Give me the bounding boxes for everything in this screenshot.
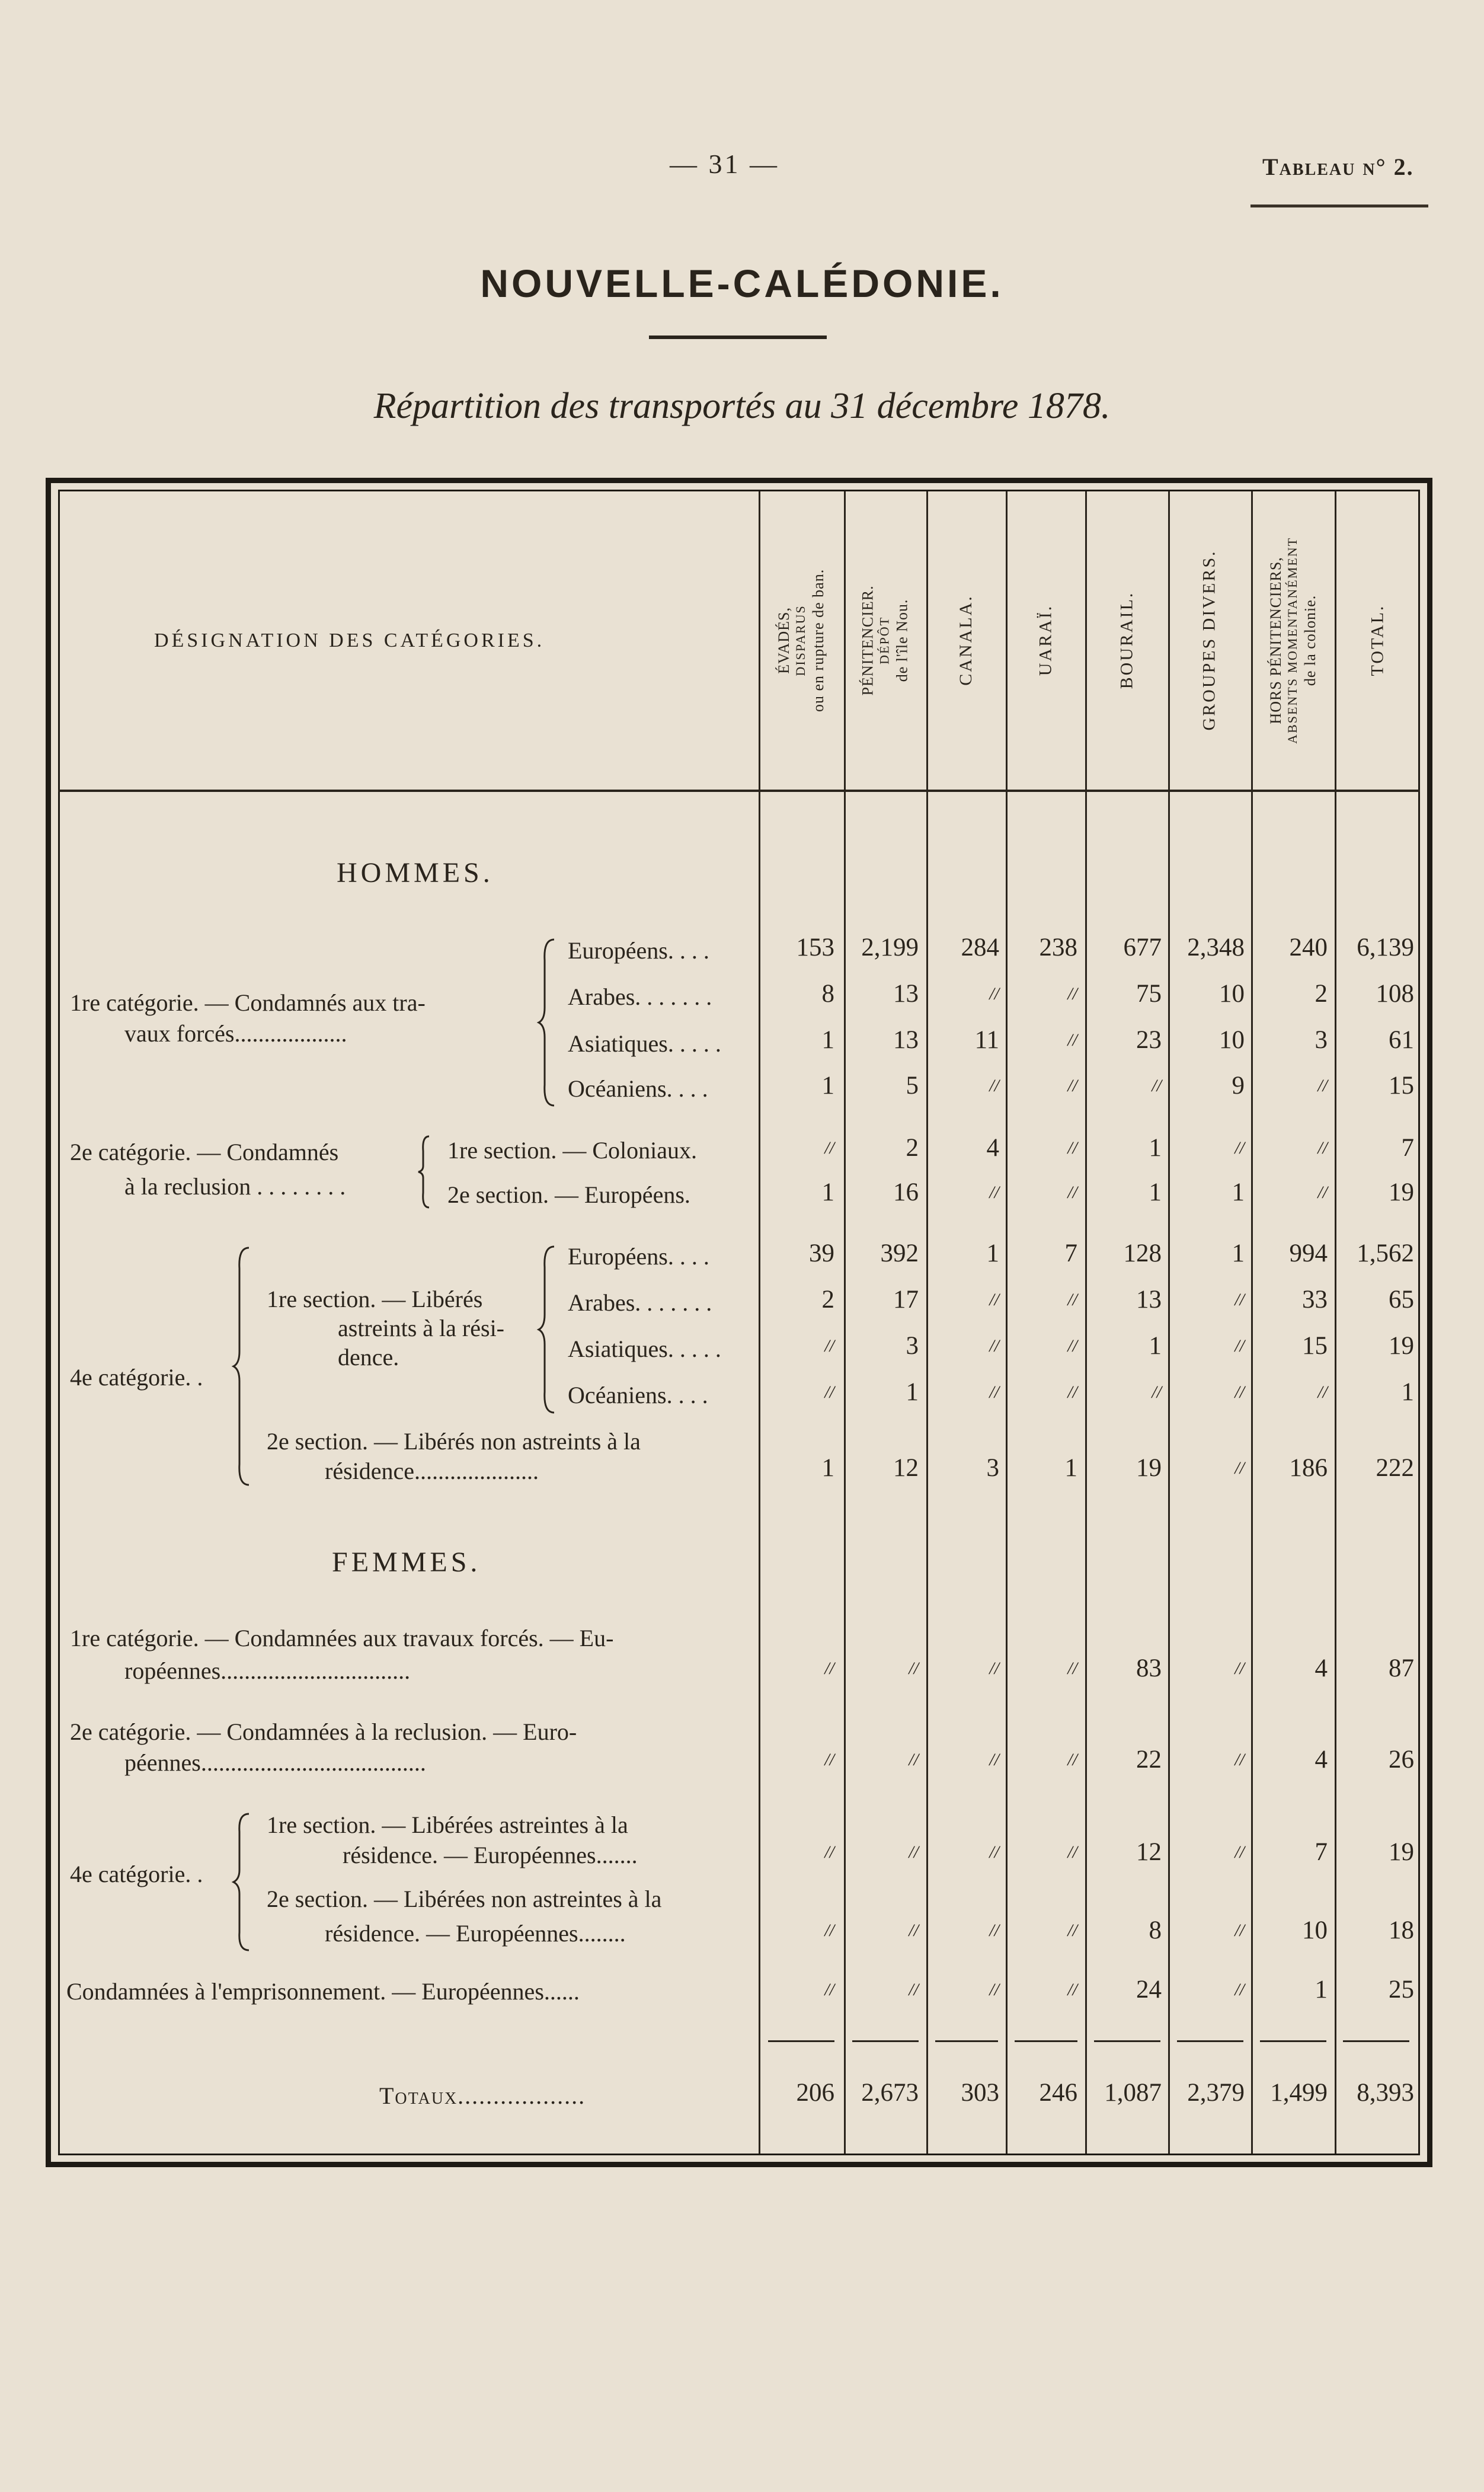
cell-f4_sec1-c6: // [1234, 1842, 1245, 1862]
sum-rule [1260, 2040, 1326, 2042]
cell-h2_col-c4: // [1067, 1138, 1077, 1158]
cell-h4_oce-c5: // [1152, 1382, 1162, 1402]
cell-h1_asi-c3: 11 [974, 1026, 999, 1054]
cell-h1_eur-c5: 677 [1123, 934, 1162, 961]
col-separator [1006, 491, 1008, 2154]
cell-f_emp-c4: // [1067, 1980, 1077, 1999]
h4-sec1-line1: 1re section. — Libérés [267, 1286, 483, 1312]
cell-f1-c8: 87 [1389, 1654, 1414, 1682]
cell-f1-c1: // [824, 1659, 834, 1678]
cell-h4_eur-c5: 128 [1123, 1239, 1162, 1267]
cell-f1-c6: // [1234, 1659, 1245, 1678]
cell-h1_eur-c8: 6,139 [1357, 934, 1414, 961]
cell-h1_ara-c3: // [989, 984, 999, 1004]
cell-f2-c7: 4 [1315, 1746, 1328, 1774]
h4-asi-label: Asiatiques. . . . . [568, 1336, 721, 1362]
cell-f2-c8: 26 [1389, 1746, 1414, 1774]
cell-h4_ara-c8: 65 [1389, 1286, 1414, 1314]
header-evades-line1: ÉVADÉS, [775, 606, 793, 674]
h1-oce-label: Océaniens. . . . [568, 1075, 708, 1102]
cell-h2_col-c1: // [824, 1138, 834, 1158]
cell-h4_eur-c1: 39 [809, 1239, 834, 1267]
sum-rule [1177, 2040, 1243, 2042]
page-subtitle: Répartition des transportés au 31 décembre 1878. [373, 386, 1111, 426]
cell-totaux-c4: 246 [1039, 2079, 1077, 2107]
header-evades [766, 492, 837, 788]
cell-h4_asi-c6: // [1234, 1336, 1245, 1356]
col-separator [844, 491, 846, 2154]
cell-f2-c2: // [909, 1750, 919, 1769]
cell-h4_ara-c4: // [1067, 1290, 1077, 1309]
cell-h1_oce-c8: 15 [1389, 1072, 1414, 1100]
header-canala-text: CANALA. [956, 595, 976, 686]
cell-totaux-c5: 1,087 [1104, 2079, 1162, 2107]
cell-f_emp-c7: 1 [1315, 1976, 1328, 2004]
cell-h4_oce-c3: // [989, 1382, 999, 1402]
h4-brace-inner [536, 1244, 560, 1416]
cell-h4_ara-c3: // [989, 1290, 999, 1309]
cell-h4_eur-c8: 1,562 [1357, 1239, 1414, 1267]
f-emprisonnement-label: Condamnées à l'emprisonnement. — Européennes...... [66, 1978, 580, 2005]
header-penitencier [849, 492, 920, 788]
section-hommes: HOMMES. [337, 857, 494, 889]
cell-f1-c2: // [909, 1659, 919, 1678]
h2-sec2-label: 2e section. — Européens. [447, 1181, 690, 1208]
cell-h1_oce-c4: // [1067, 1076, 1077, 1095]
header-evades-line2: DISPARUS [793, 604, 808, 676]
h1-brace [536, 937, 560, 1108]
cell-h1_ara-c4: // [1067, 984, 1077, 1004]
header-groupes [1174, 492, 1245, 788]
totaux-label: Totaux.................. [379, 2082, 586, 2109]
h4-sec2-line1: 2e section. — Libérés non astreints à la [267, 1428, 641, 1455]
cell-h4_sec2-c1: 1 [821, 1454, 834, 1482]
cell-h1_oce-c3: // [989, 1076, 999, 1095]
f4-sec1-line2: résidence. — Européennes....... [343, 1842, 638, 1868]
cell-h2_eur-c6: 1 [1232, 1178, 1245, 1206]
cell-h4_ara-c6: // [1234, 1290, 1245, 1309]
cell-h1_ara-c6: 10 [1219, 980, 1245, 1008]
cell-h2_col-c2: 2 [906, 1134, 919, 1162]
h4-sec2-line2: résidence..................... [325, 1458, 539, 1484]
cell-f1-c5: 83 [1136, 1654, 1162, 1682]
h4-ara-label: Arabes. . . . . . . [568, 1289, 712, 1316]
h4-sec1-line3: dence. [338, 1344, 399, 1370]
cell-h2_eur-c5: 1 [1149, 1178, 1162, 1206]
cell-h4_sec2-c7: 186 [1289, 1454, 1328, 1482]
col-separator [1085, 491, 1087, 2154]
header-bourail-text: BOURAIL. [1117, 591, 1136, 689]
f4-sec1-line1: 1re section. — Libérées astreintes à la [267, 1812, 628, 1838]
cell-h4_asi-c5: 1 [1149, 1332, 1162, 1360]
h2-brace [416, 1133, 434, 1210]
cell-f_emp-c2: // [909, 1980, 919, 1999]
col-separator [926, 491, 928, 2154]
cell-f2-c4: // [1067, 1750, 1077, 1769]
cell-h4_eur-c7: 994 [1289, 1239, 1328, 1267]
cell-h1_asi-c4: // [1067, 1030, 1077, 1050]
section-femmes: FEMMES. [332, 1547, 481, 1578]
cell-h1_asi-c1: 1 [821, 1026, 834, 1054]
tableau-underline [1250, 205, 1428, 207]
h4-category-label: 4e catégorie. . [70, 1364, 203, 1391]
cell-f4_sec2-c7: 10 [1302, 1916, 1328, 1944]
cell-h1_eur-c7: 240 [1289, 934, 1328, 961]
h4-oce-label: Océaniens. . . . [568, 1382, 708, 1408]
header-penitencier-line3: de l'île Nou. [893, 599, 911, 682]
cell-h4_oce-c8: 1 [1401, 1378, 1414, 1406]
cell-h4_ara-c7: 33 [1302, 1286, 1328, 1314]
cell-h4_sec2-c8: 222 [1376, 1454, 1414, 1482]
cell-h2_col-c8: 7 [1401, 1134, 1414, 1162]
cell-totaux-c3: 303 [961, 2079, 999, 2107]
h1-category-line1: 1re catégorie. — Condamnés aux tra- [70, 989, 426, 1016]
cell-f1-c7: 4 [1315, 1654, 1328, 1682]
col-separator [759, 491, 760, 2154]
header-designation: DÉSIGNATION DES CATÉGORIES. [154, 630, 545, 651]
cell-h1_ara-c1: 8 [821, 980, 834, 1008]
cell-h1_ara-c2: 13 [893, 980, 919, 1008]
page-number: — 31 — [670, 149, 779, 179]
cell-h4_eur-c3: 1 [986, 1239, 999, 1267]
cell-f4_sec1-c1: // [824, 1842, 834, 1862]
header-hors [1257, 492, 1328, 788]
cell-f1-c4: // [1067, 1659, 1077, 1678]
cell-h4_asi-c4: // [1067, 1336, 1077, 1356]
cell-h1_oce-c7: // [1317, 1076, 1328, 1095]
cell-h4_ara-c1: 2 [821, 1286, 834, 1314]
cell-h2_eur-c3: // [989, 1183, 999, 1202]
cell-f4_sec1-c8: 19 [1389, 1838, 1414, 1866]
cell-h2_eur-c1: 1 [821, 1178, 834, 1206]
cell-h2_eur-c8: 19 [1389, 1178, 1414, 1206]
cell-totaux-c7: 1,499 [1270, 2079, 1328, 2107]
cell-h1_asi-c8: 61 [1389, 1026, 1414, 1054]
cell-h4_oce-c7: // [1317, 1382, 1328, 1402]
cell-f4_sec1-c3: // [989, 1842, 999, 1862]
cell-h1_eur-c3: 284 [961, 934, 999, 961]
cell-f4_sec2-c3: // [989, 1921, 999, 1940]
cell-h4_oce-c1: // [824, 1382, 834, 1402]
h2-category-line1: 2e catégorie. — Condamnés [70, 1139, 339, 1165]
header-uarai-text: UARAÏ. [1035, 604, 1055, 676]
sum-rule [768, 2040, 834, 2042]
h2-sec1-label: 1re section. — Coloniaux. [447, 1137, 698, 1164]
h1-category-line2: vaux forcés................... [124, 1020, 347, 1047]
sum-rule [1343, 2040, 1409, 2042]
cell-h1_eur-c1: 153 [796, 934, 834, 961]
cell-h4_oce-c6: // [1234, 1382, 1245, 1402]
h1-asi-label: Asiatiques. . . . . [568, 1030, 721, 1057]
title-rule [649, 336, 827, 339]
cell-h1_asi-c7: 3 [1315, 1026, 1328, 1054]
cell-totaux-c2: 2,673 [861, 2079, 919, 2107]
cell-f2-c3: // [989, 1750, 999, 1769]
header-canala [930, 492, 1002, 788]
cell-h2_eur-c7: // [1317, 1183, 1328, 1202]
cell-totaux-c1: 206 [796, 2079, 834, 2107]
cell-h1_asi-c6: 10 [1219, 1026, 1245, 1054]
cell-f2-c1: // [824, 1750, 834, 1769]
cell-h1_ara-c5: 75 [1136, 980, 1162, 1008]
cell-h4_sec2-c4: 1 [1064, 1454, 1077, 1482]
header-rule [58, 790, 1420, 792]
cell-f4_sec1-c5: 12 [1136, 1838, 1162, 1866]
cell-h1_oce-c1: 1 [821, 1072, 834, 1100]
cell-h2_col-c6: // [1234, 1138, 1245, 1158]
cell-h4_asi-c2: 3 [906, 1332, 919, 1360]
cell-f4_sec2-c5: 8 [1149, 1916, 1162, 1944]
f4-brace [231, 1811, 255, 1953]
cell-f4_sec2-c4: // [1067, 1921, 1077, 1940]
cell-h1_eur-c6: 2,348 [1187, 934, 1245, 961]
header-hors-line3: de la colonie. [1301, 595, 1319, 686]
header-total-text: TOTAL. [1367, 604, 1387, 676]
cell-f_emp-c8: 25 [1389, 1976, 1414, 2004]
cell-h1_oce-c6: 9 [1232, 1072, 1245, 1100]
cell-h2_col-c7: // [1317, 1138, 1328, 1158]
cell-f_emp-c6: // [1234, 1980, 1245, 1999]
header-bourail [1091, 492, 1162, 788]
cell-h1_asi-c2: 13 [893, 1026, 919, 1054]
cell-h1_oce-c5: // [1152, 1076, 1162, 1095]
col-separator [1168, 491, 1170, 2154]
cell-f_emp-c1: // [824, 1980, 834, 1999]
cell-h4_ara-c2: 17 [893, 1286, 919, 1314]
f2-line1: 2e catégorie. — Condamnées à la reclusion. — Euro- [70, 1718, 577, 1745]
cell-h1_eur-c2: 2,199 [861, 934, 919, 961]
cell-h4_asi-c1: // [824, 1336, 834, 1356]
cell-h4_asi-c8: 19 [1389, 1332, 1414, 1360]
cell-h4_asi-c7: 15 [1302, 1332, 1328, 1360]
h4-eur-label: Européens. . . . [568, 1243, 709, 1270]
h1-eur-label: Européens. . . . [568, 937, 709, 964]
cell-h1_asi-c5: 23 [1136, 1026, 1162, 1054]
header-penitencier-line1: PÉNITENCIER. [859, 584, 877, 696]
cell-h2_col-c5: 1 [1149, 1134, 1162, 1162]
header-evades-line3: ou en rupture de ban. [810, 568, 827, 712]
sum-rule [1094, 2040, 1160, 2042]
cell-h2_col-c3: 4 [986, 1134, 999, 1162]
cell-f4_sec1-c2: // [909, 1842, 919, 1862]
cell-f4_sec2-c2: // [909, 1921, 919, 1940]
cell-h4_oce-c4: // [1067, 1382, 1077, 1402]
cell-h4_eur-c6: 1 [1232, 1239, 1245, 1267]
cell-f4_sec2-c8: 18 [1389, 1916, 1414, 1944]
h2-category-line2: à la reclusion . . . . . . . . [124, 1173, 346, 1200]
f4-sec2-line1: 2e section. — Libérées non astreintes à la [267, 1886, 662, 1912]
f4-category-label: 4e catégorie. . [70, 1861, 203, 1887]
cell-f2-c5: 22 [1136, 1746, 1162, 1774]
cell-totaux-c6: 2,379 [1187, 2079, 1245, 2107]
sum-rule [1015, 2040, 1077, 2042]
cell-h4_sec2-c5: 19 [1136, 1454, 1162, 1482]
cell-f4_sec1-c4: // [1067, 1842, 1077, 1862]
sum-rule [852, 2040, 919, 2042]
f4-sec2-line2: résidence. — Européennes........ [325, 1920, 626, 1947]
cell-h4_eur-c4: 7 [1064, 1239, 1077, 1267]
cell-f1-c3: // [989, 1659, 999, 1678]
cell-f_emp-c5: 24 [1136, 1976, 1162, 2004]
f1-line2: ropéennes................................ [124, 1657, 411, 1684]
cell-h4_ara-c5: 13 [1136, 1286, 1162, 1314]
cell-h1_oce-c2: 5 [906, 1072, 919, 1100]
col-separator [1335, 491, 1336, 2154]
cell-f_emp-c3: // [989, 1980, 999, 1999]
h4-brace-outer [231, 1245, 255, 1488]
cell-h4_eur-c2: 392 [880, 1239, 919, 1267]
cell-h1_ara-c7: 2 [1315, 980, 1328, 1008]
cell-f2-c6: // [1234, 1750, 1245, 1769]
cell-h1_eur-c4: 238 [1039, 934, 1077, 961]
h1-ara-label: Arabes. . . . . . . [568, 983, 712, 1010]
header-hors-line1: HORS PÉNITENCIERS, [1266, 556, 1284, 724]
cell-h4_sec2-c6: // [1234, 1458, 1245, 1478]
cell-h2_eur-c2: 16 [893, 1178, 919, 1206]
col-separator [1251, 491, 1253, 2154]
cell-h2_eur-c4: // [1067, 1183, 1077, 1202]
cell-f4_sec2-c1: // [824, 1921, 834, 1940]
header-hors-line2: ABSENTS MOMENTANÉMENT [1284, 536, 1300, 744]
cell-f4_sec1-c7: 7 [1315, 1838, 1328, 1866]
f1-line1: 1re catégorie. — Condamnées aux travaux forcés. — Eu- [70, 1625, 614, 1651]
f2-line2: péennes...................................... [124, 1749, 426, 1776]
h4-sec1-line2: astreints à la rési- [338, 1315, 504, 1341]
tableau-label: Tableau n° 2. [1262, 154, 1414, 180]
header-groupes-text: GROUPES DIVERS. [1200, 549, 1220, 731]
cell-totaux-c8: 8,393 [1357, 2079, 1414, 2107]
header-total [1342, 492, 1413, 788]
header-penitencier-line2: DÉPÔT [877, 616, 892, 664]
cell-h4_asi-c3: // [989, 1336, 999, 1356]
sum-rule [935, 2040, 998, 2042]
cell-h1_ara-c8: 108 [1376, 980, 1414, 1008]
cell-h4_sec2-c2: 12 [893, 1454, 919, 1482]
cell-h4_sec2-c3: 3 [986, 1454, 999, 1482]
cell-h4_oce-c2: 1 [906, 1378, 919, 1406]
cell-f4_sec2-c6: // [1234, 1921, 1245, 1940]
header-uarai [1010, 492, 1081, 788]
page-title: NOUVELLE-CALÉDONIE. [480, 261, 1004, 305]
